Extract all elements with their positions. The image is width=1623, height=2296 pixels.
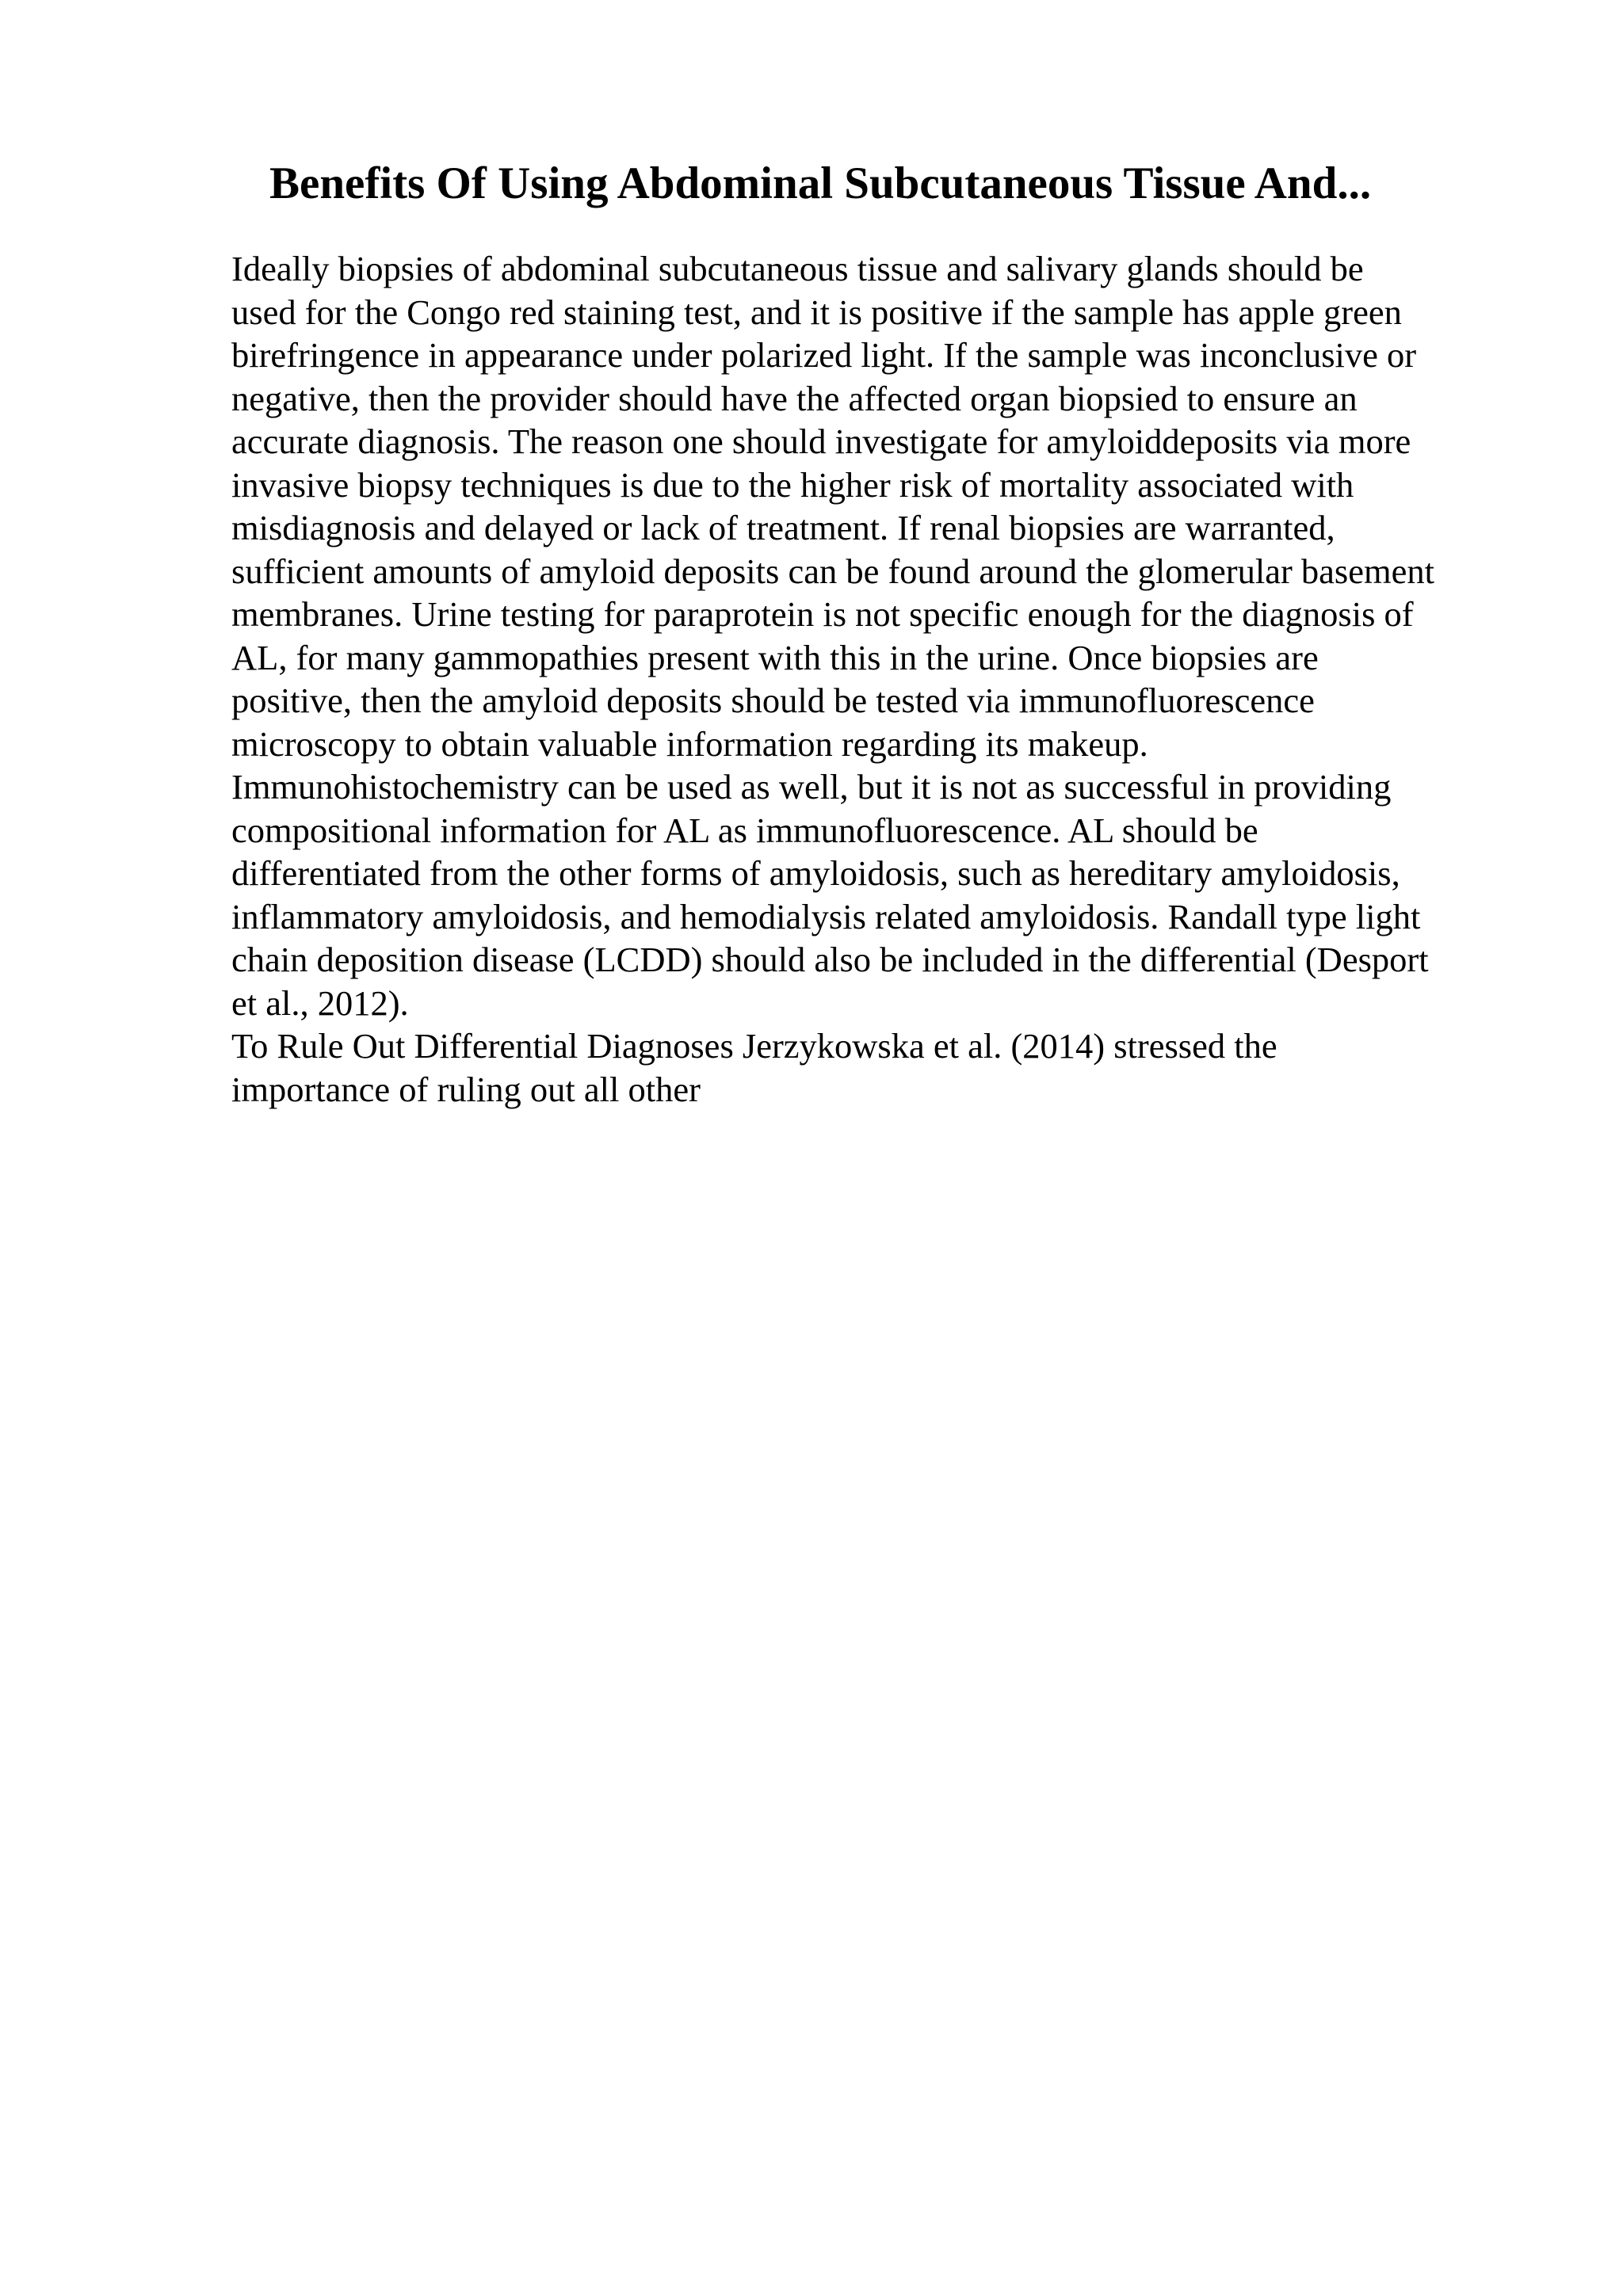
body-line: Ideally biopsies of abdominal subcutaneous tissue and salivary glands should be	[231, 249, 1364, 288]
body-line: negative, then the provider should have the affected organ biopsied to ensure an	[231, 378, 1358, 418]
body-line: compositional information for AL as immunofluorescence. AL should be	[231, 810, 1258, 850]
body-line: birefringence in appearance under polarized light. If the sample was inconclusive or	[231, 335, 1417, 375]
body-line: positive, then the amyloid deposits should be tested via immunofluorescence	[231, 681, 1315, 720]
body-line: sufficient amounts of amyloid deposits can be found around the glomerular basement	[231, 551, 1434, 591]
body-line: To Rule Out Differential Diagnoses Jerzykowska et al. (2014) stressed the	[231, 1026, 1277, 1066]
body-line: differentiated from the other forms of amyloidosis, such as hereditary amyloidosis,	[231, 853, 1400, 893]
document-title: Benefits Of Using Abdominal Subcutaneous Tissue And...	[269, 158, 1372, 208]
body-line: invasive biopsy techniques is due to the higher risk of mortality associated with	[231, 464, 1354, 505]
body-line: membranes. Urine testing for paraprotein is not specific enough for the diagnosis of	[231, 594, 1414, 634]
body-line: Immunohistochemistry can be used as well, but it is not as successful in providing	[231, 767, 1392, 807]
body-line: AL, for many gammopathies present with this in the urine. Once biopsies are	[231, 637, 1319, 677]
body-line: chain deposition disease (LCDD) should also be included in the differential (Desport	[231, 940, 1429, 979]
body-line: et al., 2012).	[231, 982, 409, 1023]
body-line: inflammatory amyloidosis, and hemodialysis related amyloidosis. Randall type light	[231, 896, 1421, 936]
body-line: microscopy to obtain valuable information regarding its makeup.	[231, 723, 1148, 764]
body-line: importance of ruling out all other	[231, 1069, 701, 1109]
body-line: used for the Congo red staining test, and it is positive if the sample has apple green	[231, 292, 1402, 332]
document-body	[231, 247, 1515, 1111]
body-line: misdiagnosis and delayed or lack of treatment. If renal biopsies are warranted,	[231, 508, 1335, 547]
body-line: accurate diagnosis. The reason one should investigate for amyloiddeposits via more	[231, 421, 1411, 461]
